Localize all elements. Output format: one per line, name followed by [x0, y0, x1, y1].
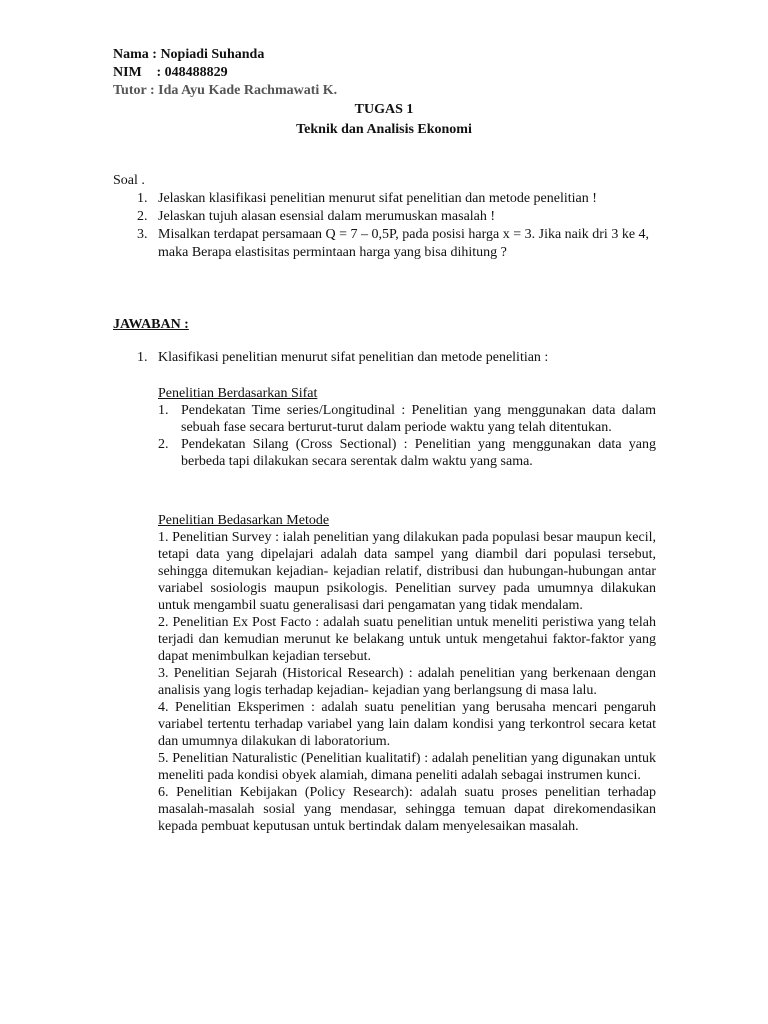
jawaban-item-num: 1.: [137, 350, 148, 365]
sifat-item: [158, 436, 656, 470]
jawaban-item-1: [113, 349, 658, 367]
sifat-item-text: Pendekatan Time series/Longitudinal : Penelitian yang menggunakan data dalam sebuah fase secara berturut-turut dalam periode waktu yang telah ditentukan.: [181, 403, 656, 435]
soal-item: [113, 208, 658, 226]
soal-label: Soal .: [113, 173, 145, 188]
jawaban-title: JAWABAN :: [113, 317, 189, 332]
metode-paragraph: 3. Penelitian Sejarah (Historical Research) : adalah penelitian yang berkenaan dengan analisis yang logis terhadap kejadian- kejadian yang berlangsung di masa lalu.: [158, 666, 656, 698]
soal-item-num: 2.: [137, 209, 148, 224]
sifat-item-num: 2.: [158, 437, 169, 452]
metode-paragraph: 6. Penelitian Kebijakan (Policy Research): adalah suatu proses penelitian terhadap masalah-masalah sosial yang mendasar, sehingga temuan dapat direkomendasikan kepada pembuat keputusan untuk bertindak dalam menyelesaikan masalah.: [158, 785, 656, 834]
metode-heading: Penelitian Bedasarkan Metode: [158, 513, 330, 528]
metode-paragraph: 2. Penelitian Ex Post Facto : adalah suatu penelitian untuk meneliti peristiwa yang telah terjadi dan kemudian merunut ke belakang untuk untuk mengetahui faktor-faktor yang dapat menimbulkan kejadian tersebut.: [158, 615, 656, 664]
soal-item: [113, 190, 658, 208]
nim-label: NIM: [113, 65, 142, 80]
sifat-item-text: Pendekatan Silang (Cross Sectional) : Penelitian yang menggunakan data yang berbeda tapi dilakukan secara serentak dalm waktu yang sama.: [181, 437, 656, 469]
metode-section: [158, 512, 656, 835]
soal-item-text: Misalkan terdapat persamaan Q = 7 – 0,5P, pada posisi harga x = 3. Jika naik dri 3 ke 4, maka Berapa elastisitas permintaan harga yang bisa dihitung ?: [158, 227, 650, 260]
nim-row: [113, 64, 337, 82]
soal-item-text: Jelaskan tujuh alasan esensial dalam merumuskan masalah !: [158, 209, 496, 224]
sifat-section: [158, 385, 656, 470]
nama-value: Nopiadi Suhanda: [160, 47, 265, 62]
sifat-item: [158, 402, 656, 436]
jawaban-item-text: Klasifikasi penelitian menurut sifat penelitian dan metode penelitian :: [158, 350, 549, 365]
soal-item: [113, 226, 658, 262]
sifat-list: [158, 402, 656, 470]
sifat-heading: Penelitian Berdasarkan Sifat: [158, 386, 318, 401]
nim-value: : 048488829: [156, 65, 228, 80]
soal-list: [113, 190, 658, 262]
metode-paragraph: 1. Penelitian Survey : ialah penelitian yang dilakukan pada populasi besar maupun kecil, tetapi data yang dipelajari adalah data sampel yang diambil dari populasi tersebut, sehingga ditemukan kejadian- kejadian relatif, distribusi dan hubungan-hubungan antar variabel sosiologis maupun psikologis. Penelitian survey pada umumnya dilakukan untuk mengambil suatu generalisasi dari pengamatan yang tidak mendalam.: [158, 530, 656, 613]
student-info: [113, 46, 337, 100]
tutor-value: Ida Ayu Kade Rachmawati K.: [158, 83, 338, 98]
metode-paragraph: 5. Penelitian Naturalistic (Penelitian kualitatif) : adalah penelitian yang digunakan untuk meneliti pada kondisi obyek alamiah, dimana peneliti adalah sebagai instrumen kunci.: [158, 751, 656, 783]
tutor-label: Tutor :: [113, 83, 155, 98]
soal-item-num: 3.: [137, 227, 148, 242]
nama-row: [113, 46, 337, 64]
metode-paragraph: 4. Penelitian Eksperimen : adalah suatu penelitian yang berusaha mencari pengaruh variabel tertentu terhadap variabel yang lain dalam kondisi yang terkontrol secara ketat dan umumnya dilakukan di laboratorium.: [158, 700, 656, 749]
document-subtitle: Teknik dan Analisis Ekonomi: [296, 122, 472, 137]
document-title: TUGAS 1: [354, 102, 414, 117]
soal-item-num: 1.: [137, 191, 148, 206]
soal-section: [113, 172, 658, 262]
sifat-item-num: 1.: [158, 403, 169, 418]
nama-label: Nama :: [113, 47, 157, 62]
soal-item-text: Jelaskan klasifikasi penelitian menurut sifat penelitian dan metode penelitian !: [158, 191, 597, 206]
tutor-row: [113, 82, 337, 100]
